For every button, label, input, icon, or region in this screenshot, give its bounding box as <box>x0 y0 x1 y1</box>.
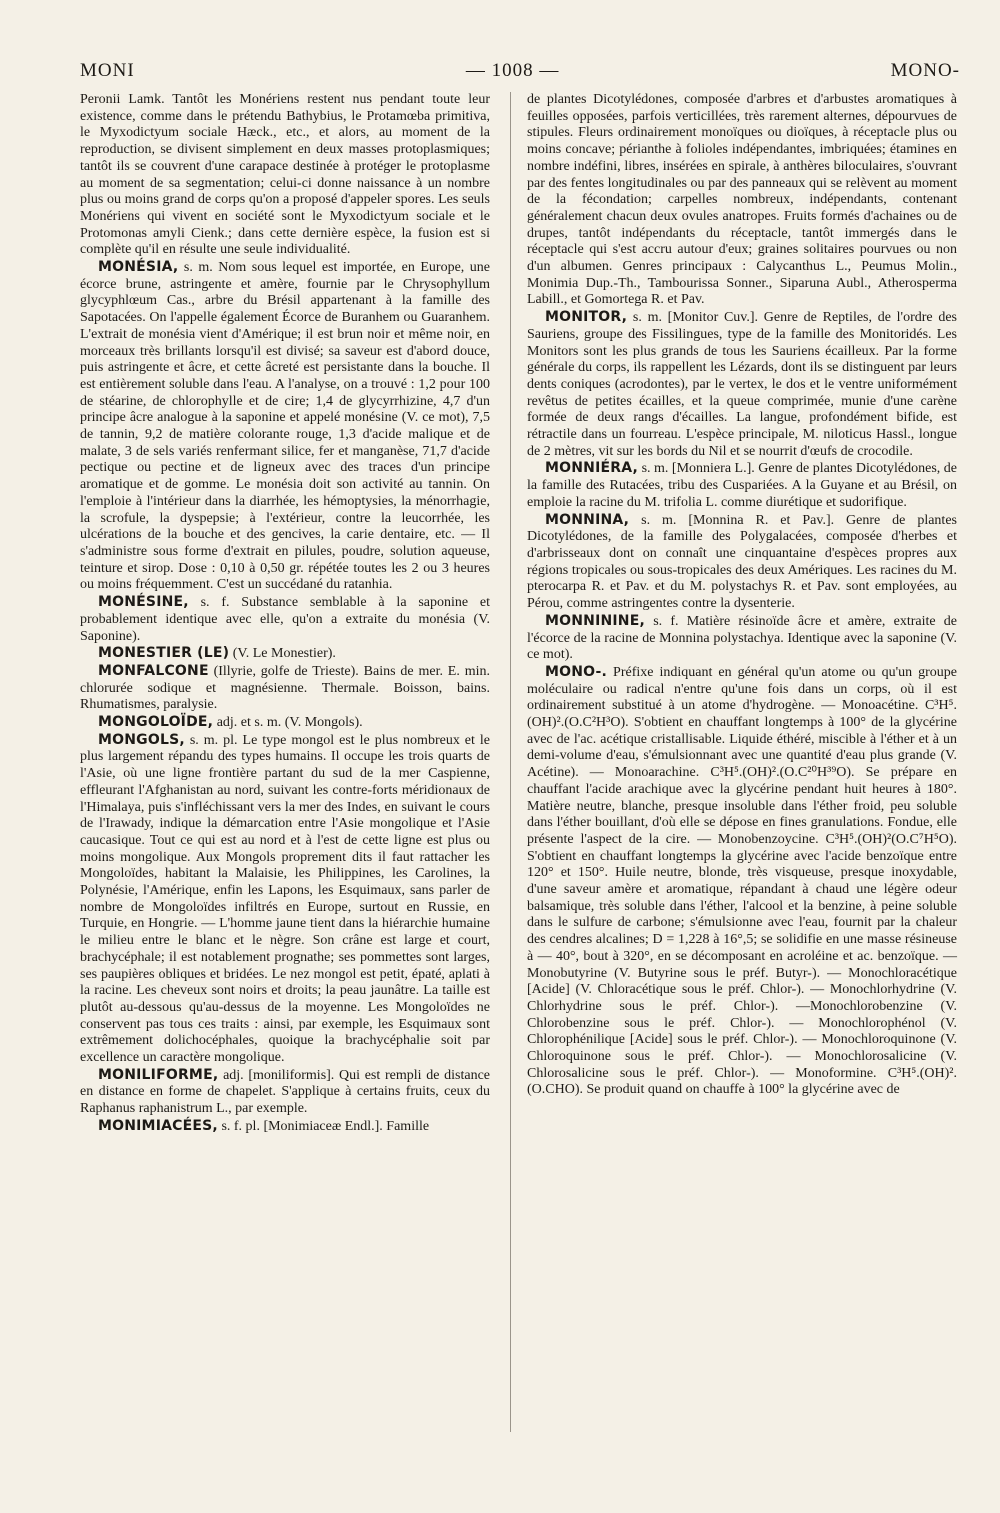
dictionary-entry <box>80 663 490 714</box>
entry-text: s. m. [Monnina R. et Pav.]. Genre de plantes Dicotylédones, de la famille des Polygalacées, composée d'herbes et d'arbrisseaux dont on connaît une cinquantaine d'espèces propres aux régions tropicales ou sous-tropicales des deux Amériques. Les racines du M. pterocarpa R. et Pav. et du M. polystachys R. et Pav. sont employées, au Pérou, comme astringentes contre la dysenterie. <box>527 512 957 612</box>
entry-text: (V. Le Monestier). <box>229 646 336 662</box>
dictionary-entry <box>80 1118 490 1136</box>
entry-text: s. m. [Monniera L.]. Genre de plantes Dicotylédones, de la famille des Rutacées, tribu des Cuspariées. A la Guyane et au Brésil, on emploie la racine du M. trifolia L. comme diurétique et sudorifique. <box>527 461 957 510</box>
dictionary-entry <box>80 1067 490 1118</box>
entry-headword: MONNININE, <box>545 612 645 629</box>
entry-headword: MONFALCONE <box>98 662 209 679</box>
dictionary-entry <box>527 664 957 1099</box>
dictionary-entry <box>80 259 490 594</box>
entry-headword: MONESTIER (LE) <box>98 645 230 662</box>
entry-text: s. f. Substance semblable à la saponine et probablement identique avec elle, qu'on a extraite du monésia (V. Saponine). <box>80 595 490 644</box>
page-number: — 1008 — <box>465 60 560 81</box>
entry-text: s. m. [Monitor Cuv.]. Genre de Reptiles, de l'ordre des Sauriens, groupe des Fissilingues, type de la famille des Monitoridés. Les Monitors sont les plus grands de tous les Sauriens écailleux. Par la forme générale du corps, ils rappellent les Lézards, dont ils se distinguent par leurs dents coniques (acrodontes), par le vertex, le dos et le ventre uniformément revêtus de petites écailles, et la queue comprimée, munie d'une carène formée de deux rangs d'écailles. La langue, profondément bifide, est rétractile dans un fourreau. L'espèce principale, M. niloticus Hassl., longue de 2 mètres, vit sur les bords du Nil et se nourrit d'œufs de crocodile. <box>527 310 957 459</box>
dictionary-entry <box>527 613 957 664</box>
entry-headword: MONIMIACÉES, <box>98 1117 218 1134</box>
entry-headword: MONGOLS, <box>98 731 185 748</box>
dictionary-entry <box>80 732 490 1067</box>
entry-text: s. m. Nom sous lequel est importée, en Europe, une écorce brune, astringente et amère, fournie par le Chrysophyllum glycyphlœum Cas., arbre du Brésil appartenant à la famille des Sapotacées. On l'appelle également Écorce de Buranhem ou Guaranhem. L'extrait de monésia vient d'Amérique; il est brun noir et même noir, en morceaux très brillants lorsqu'il est divisé; sa saveur est d'abord douce, puis astringente et âcre, et cette âcreté est persistante dans la bouche. Il est entièrement soluble dans l'eau. A l'analyse, on a trouvé : 1,2 pour 100 de stéarine, de chlorophylle et de cire; 1,4 de glycyrrhizine, 4,7 d'un principe âcre analogue à la saponine et appelé monésine (V. ce mot), 7,5 de tannin, 9,2 de matière colorante rouge, 1,3 d'acide malique et de malate, 3 de sels variés renfermant silice, fer et manganèse, 71,7 d'acide pectique ou pectine et de ligneux avec des traces d'un principe aromatique et de gomme. Le monésia doit son activité au tannin. On l'emploie à l'intérieur dans la diarrhée, les hémoptysies, la ménorrhagie, la scrofule, la dyspepsie; à l'extérieur, contre la leucorrhée, les ulcérations de la bouche et des gencives, la carie dentaire, etc. — Il s'administre sous forme d'extrait en pilules, poudre, solution aqueuse, teinture et sirop. Dose : 0,10 à 0,50 gr. répétée toutes les 2 ou 3 heures ou moins fréquemment. C'est un succédané du ratanhia. <box>80 260 490 593</box>
dictionary-entry <box>527 309 957 460</box>
entry-headword: MONITOR, <box>545 309 628 326</box>
dictionary-entry <box>80 645 490 663</box>
header-right-guide-word: MONO- <box>890 60 960 81</box>
entry-text: (Illyrie, golfe de Trieste). Bains de mer. E. min. chlorurée sodique et magnésienne. Thermale. Boisson, bains. Rhumatismes, paralysie. <box>80 663 490 713</box>
entry-headword: MONÉSIA, <box>98 259 179 276</box>
entry-text: s. m. pl. Le type mongol est le plus nombreux et le plus largement répandu des types humains. Il occupe les trois quarts de l'Asie, où une ligne frontière partant du sud de la mer Caspienne, effleurant l'Afghanistan au nord, suivant les contre-forts méridionaux de l'Himalaya, puis s'infléchissant vers la mer des Indes, en suivant le cours de l'Irawady, indique la démarcation entre l'Asie mongolique et l'Asie caucasique. Tout ce qui est au nord et à l'est de cette ligne est plus ou moins mongolique. Aux Mongols proprement dits il faut rattacher les Mongoloïdes, habitant la Malaisie, les Philippines, les Carolines, la Polynésie, l'Amérique, enfin les Lapons, les Esquimaux, sans parler de nombre de Mongoloïdes infiltrés en Europe, surtout en Russie, en Turquie, en Hongrie. — L'homme jaune tient dans la hiérarchie humaine le milieu entre le blanc et le nègre. Son crâne est large et court, brachycéphale; il est notablement prognathe; ses pommettes sont larges, ses paupières obliques et bridées. Le nez mongol est petit, épaté, aplati à la racine. Les cheveux sont noirs et droits; la peau jaunâtre. La taille est plutôt au-dessous qu'au-dessus de la moyenne. Les Mongoloïdes ne conservent pas tous ces traits : ainsi, par exemple, les Esquimaux sont extrêmement dolichocéphales, quoique la brachycéphalie soit par excellence un caractère mongolique. <box>80 732 490 1066</box>
left-column <box>80 92 490 1136</box>
dictionary-entry <box>527 512 957 613</box>
dictionary-entry <box>527 460 957 511</box>
column-divider <box>510 92 511 1432</box>
entry-text: de plantes Dicotylédones, composée d'arbres et d'arbustes aromatiques à feuilles opposées, parfois verticillées, très rarement alternes, dépourvues de stipules. Fleurs ordinairement monoïques ou dioïques, à réceptacle plus ou moins concave; périanthe à folioles indépendantes, imbriquées; étamines en nombre indéfini, libres, insérées en spirale, à anthères biloculaires, s'ouvrant par des fentes longitudinales ou par des panneaux qui se relèvent au moment de la fécondation; carpelles nombreux, indépendants, contenant généralement chacun deux ovules anatropes. Fruits formés d'achaines ou de drupes, tantôt indépendants du réceptacle, tantôt immergés dans le réceptacle qui s'est accru autour d'eux; graines solitaires pourvues ou non d'un albumen. Genres principaux : Calycanthus L., Peumus Molin., Monimia Dup.-Th., Tambourissa Sonner., Siparuna Aubl., Atherosperma Labill., et Gomortega R. et Pav. <box>527 92 957 308</box>
entry-headword: MONNIÉRA, <box>545 460 639 477</box>
entry-text: Peronii Lamk. Tantôt les Monériens restent nus pendant toute leur existence, comme dans le prétendu Bathybius, le Protamœba primitiva, le Myxodictyum sociale Hæck., etc., et alors, au moment de la reproduction, se divisent simplement en deux masses protoplasmiques; tantôt ils se couvrent d'une carapace destinée à protéger le protoplasme au moment de sa segmentation; celui-ci donne naissance à un nombre plus ou moins grand de corps qu'on a proposé d'appeler spores. Les seuls Monériens qui vivent en société sont le Myxodictyum sociale et le Protomonas amyli Cienk.; dans cette dernière espèce, la fusion est si complète qu'il en résulte une seule individualité. <box>80 92 490 258</box>
entry-headword: MONILIFORME, <box>98 1066 219 1083</box>
dictionary-entry <box>527 92 957 309</box>
entry-headword: MONO-. <box>545 663 608 680</box>
entry-text: s. f. Matière résinoïde âcre et amère, extraite de l'écorce de la racine de Monnina polystachya. Identique avec la saponine (V. ce mot). <box>527 613 957 663</box>
page-header <box>80 60 960 82</box>
entry-text: Préfixe indiquant en général qu'un atome ou qu'un groupe moléculaire ou radical n'entre qu'une fois dans un corps, où il est ordinairement substitué à un atome d'hydrogène. — Monoacétine. C³H⁵.(OH)².(O.C²H³O). S'obtient en chauffant longtemps à 100° de la glycérine avec de l'ac. acétique cristallisable. Liquide éthéré, miscible à l'éther et à un demi-volume d'eau, s'émulsionnant avec une quantité d'eau plus grande (V. Acétine). — Monoarachine. C³H⁵.(OH)².(O.C²⁰H³⁹O). Se prépare en chauffant l'acide arachique avec la glycérine pendant huit heures à 180°. Matière neutre, blanche, presque insoluble dans l'éther froid, peu soluble dans l'éther bouillant, d'où elle se dépose en fines granulations. Fondue, elle présente l'aspect de la cire. — Monobenzoycine. C³H⁵.(OH)²(O.C⁷H⁵O). S'obtient en chauffant longtemps la glycérine avec l'acide benzoïque entre 120° et 150°. Huile neutre, blonde, très visqueuse, presque inoxydable, d'une saveur amère et aromatique, répandant à chaud une légère odeur balsamique, très soluble dans l'éther, l'alcool et la benzine, à peine soluble dans le sulfure de carbone; s'émulsionne avec l'eau, fournit par la chaleur des cendres alcalines; D = 1,228 à 16°,5; se solidifie en une masse résineuse à — 40°, bout à 320°, en se décomposant en acroléine et ac. benzoïque. — Monobutyrine (V. Butyrine sous le préf. Butyr-). — Monochloracétique [Acide] (V. Chloracétique sous le préf. Chlor-). — Monochlorhydrine (V. Chlorhydrine sous le préf. Chlor-). —Monochlorobenzine (V. Chlorobenzine sous le préf. Chlor-). — Monochlorophénol (V. Chlorophénilique [Acide] sous le préf. Chlor-). — Monochloroquinone (V. Chloroquinone sous le préf. Chlor-). — Monochlorosalicine (V. Chlorosalicine sous le préf. Chlor-). — Monoformine. C³H⁵.(OH)².(O.CHO). Se produit quand on chauffe à 100° la glycérine avec de <box>527 664 957 1098</box>
header-left-guide-word: MONI <box>80 60 135 81</box>
entry-headword: MONÉSINE, <box>98 594 189 611</box>
entry-headword: MONNINA, <box>545 511 630 528</box>
entry-text: s. f. pl. [Monimiaceæ Endl.]. Famille <box>217 1118 430 1134</box>
dictionary-entry <box>80 714 490 732</box>
dictionary-entry <box>80 594 490 645</box>
dictionary-entry <box>80 92 490 259</box>
entry-text: adj. [moniliformis]. Qui est rempli de distance en distance en forme de chapelet. S'applique à certains fruits, ceux du Raphanus raphanistrum L., par exemple. <box>80 1067 490 1117</box>
right-column <box>527 92 957 1099</box>
entry-headword: MONGOLOÏDE, <box>98 714 214 731</box>
entry-text: adj. et s. m. (V. Mongols). <box>213 715 363 731</box>
